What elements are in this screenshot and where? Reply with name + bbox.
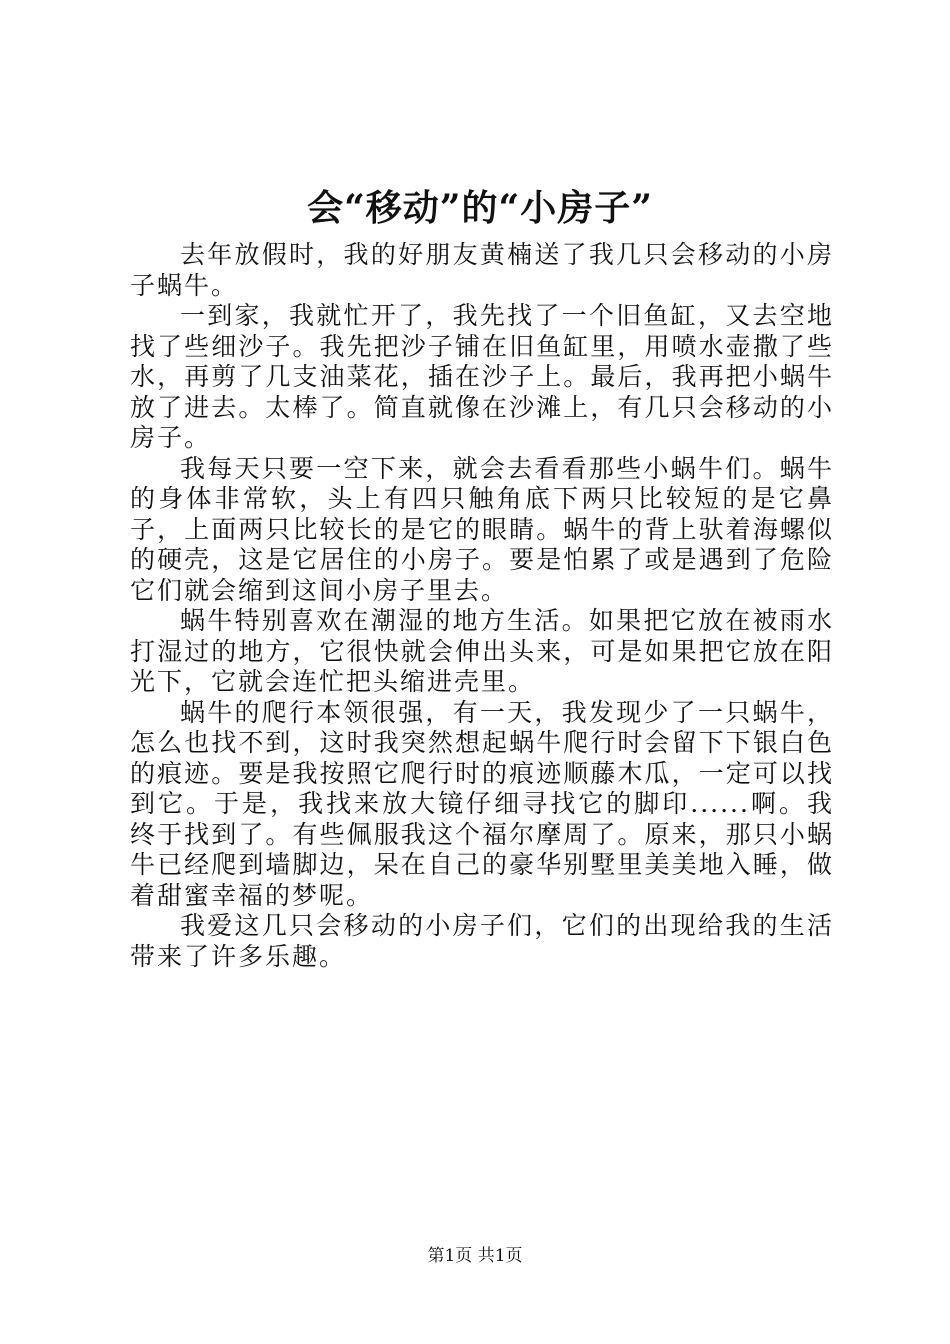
paragraph-5: 蜗牛的爬行本领很强，有一天，我发现少了一只蜗牛，怎么也找不到，这时我突然想起蜗牛爬行时会留下下银白色的痕迹。要是我按照它爬行时的痕迹顺藤木瓜，一定可以找到它。于是，我找来放大镜仔细寻找它的脚印......啊。我终于找到了。有些佩服我这个福尔摩周了。原来，那只小蜗牛已经爬到墙脚边，呆在自己的豪华别墅里美美地入睡，做着甜蜜幸福的梦呢。 xyxy=(130,697,834,910)
paragraph-4: 蜗牛特别喜欢在潮湿的地方生活。如果把它放在被雨水打湿过的地方，它很快就会伸出头来，可是如果把它放在阳光下，它就会连忙把头缩进壳里。 xyxy=(130,606,834,696)
paragraph-1: 去年放假时，我的好朋友黄楠送了我几只会移动的小房子蜗牛。 xyxy=(130,240,834,300)
paragraph-3: 我每天只要一空下来，就会去看看那些小蜗牛们。蜗牛的身体非常软，头上有四只触角底下两只比较短的是它鼻子，上面两只比较长的是它的眼睛。蜗牛的背上驮着海螺似的硬壳，这是它居住的小房子。要是怕累了或是遇到了危险它们就会缩到这间小房子里去。 xyxy=(130,453,834,605)
page-number-footer: 第1页 共1页 xyxy=(427,1246,523,1266)
paragraph-6: 我爱这几只会移动的小房子们，它们的出现给我的生活带来了许多乐趣。 xyxy=(130,911,834,971)
document-body xyxy=(130,240,834,972)
paragraph-2: 一到家，我就忙开了，我先找了一个旧鱼缸，又去空地找了些细沙子。我先把沙子铺在旧鱼缸里，用喷水壶撒了些水，再剪了几支油菜花，插在沙子上。最后，我再把小蜗牛放了进去。太棒了。简直就像在沙滩上，有几只会移动的小房子。 xyxy=(130,301,834,452)
document-title: 会“移动”的“小房子” xyxy=(307,187,653,229)
